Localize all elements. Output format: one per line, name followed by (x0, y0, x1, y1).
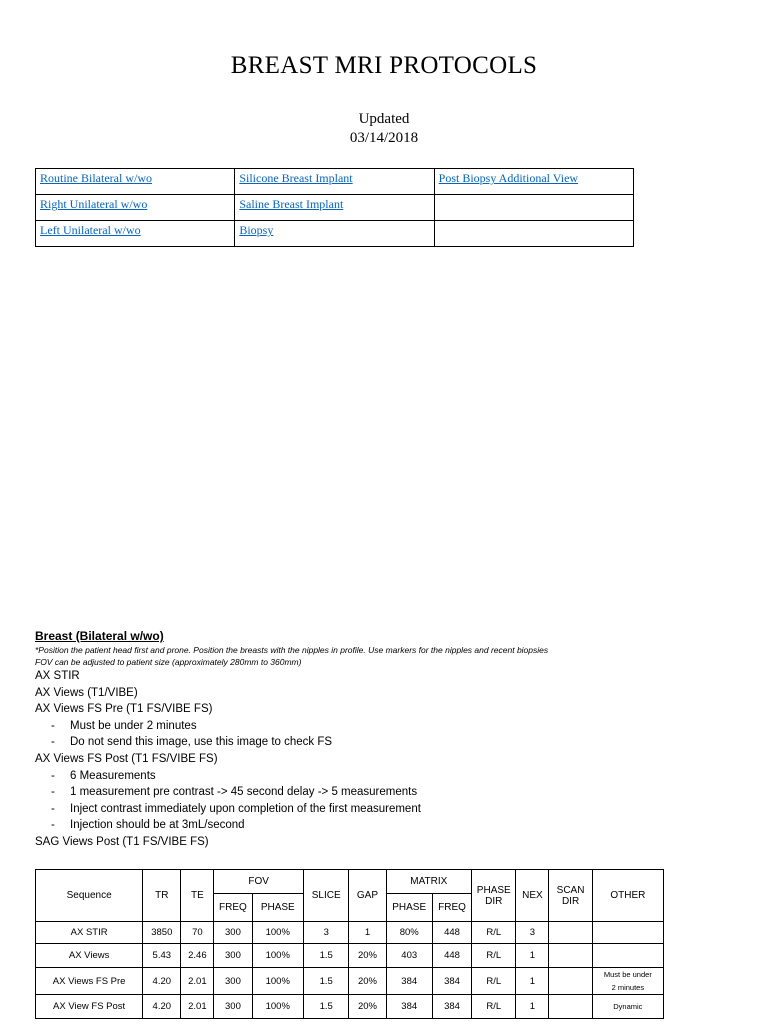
cell-sequence: AX Views FS Pre (36, 968, 143, 995)
link-routine-bilateral[interactable]: Routine Bilateral w/wo (40, 171, 152, 185)
cell-scan-dir (549, 922, 592, 944)
cell-phase-dir: R/L (472, 944, 516, 968)
cell-fov-freq: 300 (214, 922, 252, 944)
cell-fov-freq: 300 (214, 968, 252, 995)
nav-row (36, 169, 634, 195)
bilateral-protocol-section (35, 629, 735, 851)
nav-cell-empty (434, 221, 633, 247)
link-saline-implant[interactable]: Saline Breast Implant (239, 197, 344, 211)
link-silicone-implant[interactable]: Silicone Breast Implant (239, 171, 353, 185)
bullet-text: Injection should be at 3mL/second (70, 819, 245, 832)
cell-slice: 1.5 (304, 944, 349, 968)
header-fov-phase: PHASE (252, 894, 304, 922)
cell-phase-dir: R/L (472, 968, 516, 995)
bullet-text: 1 measurement pre contrast -> 45 second delay -> 5 measurements (70, 786, 418, 799)
nav-cell (235, 221, 434, 247)
step-ax-stir: AX STIR (35, 670, 80, 682)
cell-gap: 20% (349, 995, 386, 1019)
cell-other (592, 944, 663, 968)
bullet-item (35, 734, 735, 751)
cell-matrix-phase: 384 (386, 995, 432, 1019)
cell-matrix-freq: 384 (432, 968, 471, 995)
nav-cell (36, 169, 235, 195)
table-row (36, 922, 664, 944)
bullet-dash: - (51, 769, 55, 782)
cell-tr: 4.20 (143, 968, 181, 995)
other-line1: Must be under (603, 970, 652, 979)
cell-tr: 4.20 (143, 995, 181, 1019)
cell-scan-dir (549, 968, 592, 995)
cell-matrix-phase: 80% (386, 922, 432, 944)
cell-nex: 1 (516, 968, 549, 995)
bullet-dash: - (51, 736, 55, 749)
cell-fov-phase: 100% (252, 968, 304, 995)
bullet-item (35, 784, 735, 801)
header-fov: FOV (214, 870, 304, 894)
cell-gap: 1 (349, 922, 386, 944)
fov-note: FOV can be adjusted to patient size (approximately 280mm to 360mm) (35, 657, 302, 667)
protocol-links-table (35, 168, 634, 247)
sequence-parameters-table (35, 869, 664, 1019)
cell-slice: 1.5 (304, 995, 349, 1019)
header-sequence: Sequence (36, 870, 143, 922)
header-scan-dir-line2: DIR (561, 895, 580, 907)
header-matrix-phase: PHASE (386, 894, 432, 922)
nav-cell (434, 169, 633, 195)
cell-sequence: AX View FS Post (36, 995, 143, 1019)
bullet-dash: - (51, 719, 55, 732)
nav-row (36, 195, 634, 221)
updated-date: 03/14/2018 (349, 130, 419, 146)
bullet-dash: - (51, 819, 55, 832)
table-row (36, 968, 664, 995)
cell-tr: 5.43 (143, 944, 181, 968)
cell-scan-dir (549, 995, 592, 1019)
header-nex: NEX (516, 870, 549, 922)
cell-fov-phase: 100% (252, 995, 304, 1019)
bullet-item (35, 801, 735, 818)
header-matrix: MATRIX (386, 870, 472, 894)
cell-nex: 3 (516, 922, 549, 944)
bullet-item (35, 718, 735, 735)
bullet-item (35, 817, 735, 834)
nav-cell (36, 221, 235, 247)
updated-label: Updated (358, 111, 410, 127)
cell-scan-dir (549, 944, 592, 968)
positioning-note: *Position the patient head first and prone. Position the breasts with the nipples in profile. Use markers for the nipples and recent biopsies (35, 645, 549, 655)
cell-other (592, 995, 663, 1019)
step-sag-views-post: SAG Views Post (T1 FS/VIBE FS) (35, 835, 209, 848)
cell-matrix-phase: 403 (386, 944, 432, 968)
link-right-unilateral[interactable]: Right Unilateral w/wo (40, 197, 148, 211)
other-line1: Dynamic (613, 1002, 643, 1011)
header-fov-freq: FREQ (214, 894, 252, 922)
header-row (36, 870, 664, 894)
cell-gap: 20% (349, 944, 386, 968)
step-ax-views-fs-post: AX Views FS Post (T1 FS/VIBE FS) (35, 752, 218, 765)
cell-nex: 1 (516, 944, 549, 968)
cell-te: 2.01 (181, 995, 214, 1019)
updated-block (0, 110, 768, 148)
cell-fov-phase: 100% (252, 922, 304, 944)
header-phase-dir (472, 870, 516, 922)
link-post-biopsy[interactable]: Post Biopsy Additional View (438, 171, 579, 185)
other-line2: 2 minutes (611, 983, 645, 992)
cell-matrix-freq: 384 (432, 995, 471, 1019)
header-scan-dir (549, 870, 592, 922)
section-heading: Breast (Bilateral w/wo) (35, 629, 164, 643)
bullet-dash: - (51, 802, 55, 815)
cell-fov-freq: 300 (214, 944, 252, 968)
nav-row (36, 221, 634, 247)
nav-cell (36, 195, 235, 221)
cell-phase-dir: R/L (472, 922, 516, 944)
link-biopsy[interactable]: Biopsy (239, 223, 274, 237)
header-phase-dir-line1: PHASE (476, 884, 511, 896)
bullet-text: Do not send this image, use this image to check FS (70, 736, 333, 749)
cell-other (592, 968, 663, 995)
header-tr: TR (143, 870, 181, 922)
step-ax-views: AX Views (T1/VIBE) (35, 686, 138, 699)
header-slice: SLICE (304, 870, 349, 922)
cell-fov-phase: 100% (252, 944, 304, 968)
header-gap: GAP (349, 870, 386, 922)
header-te: TE (181, 870, 214, 922)
header-phase-dir-line2: DIR (485, 895, 503, 907)
cell-te: 70 (181, 922, 214, 944)
cell-tr: 3850 (143, 922, 181, 944)
bullet-item (35, 768, 735, 785)
cell-sequence: AX STIR (36, 922, 143, 944)
cell-nex: 1 (516, 995, 549, 1019)
link-left-unilateral[interactable]: Left Unilateral w/wo (40, 223, 141, 237)
step-ax-views-fs-pre: AX Views FS Pre (T1 FS/VIBE FS) (35, 703, 213, 716)
cell-te: 2.01 (181, 968, 214, 995)
header-other: OTHER (592, 870, 663, 922)
cell-matrix-freq: 448 (432, 944, 471, 968)
cell-fov-freq: 300 (214, 995, 252, 1019)
bullet-dash: - (51, 786, 55, 799)
table-row (36, 995, 664, 1019)
cell-slice: 3 (304, 922, 349, 944)
cell-other (592, 922, 663, 944)
nav-cell (235, 169, 434, 195)
cell-sequence: AX Views (36, 944, 143, 968)
nav-cell (235, 195, 434, 221)
document-title: BREAST MRI PROTOCOLS (230, 52, 538, 79)
bullet-text: Inject contrast immediately upon completion of the first measurement (70, 802, 421, 815)
cell-matrix-phase: 384 (386, 968, 432, 995)
cell-gap: 20% (349, 968, 386, 995)
cell-slice: 1.5 (304, 968, 349, 995)
cell-te: 2.46 (181, 944, 214, 968)
bullet-text: 6 Measurements (70, 769, 156, 782)
bullet-text: Must be under 2 minutes (70, 719, 197, 732)
cell-phase-dir: R/L (472, 995, 516, 1019)
table-row (36, 944, 664, 968)
cell-matrix-freq: 448 (432, 922, 471, 944)
header-scan-dir-line1: SCAN (556, 884, 585, 896)
header-matrix-freq: FREQ (432, 894, 471, 922)
nav-cell-empty (434, 195, 633, 221)
